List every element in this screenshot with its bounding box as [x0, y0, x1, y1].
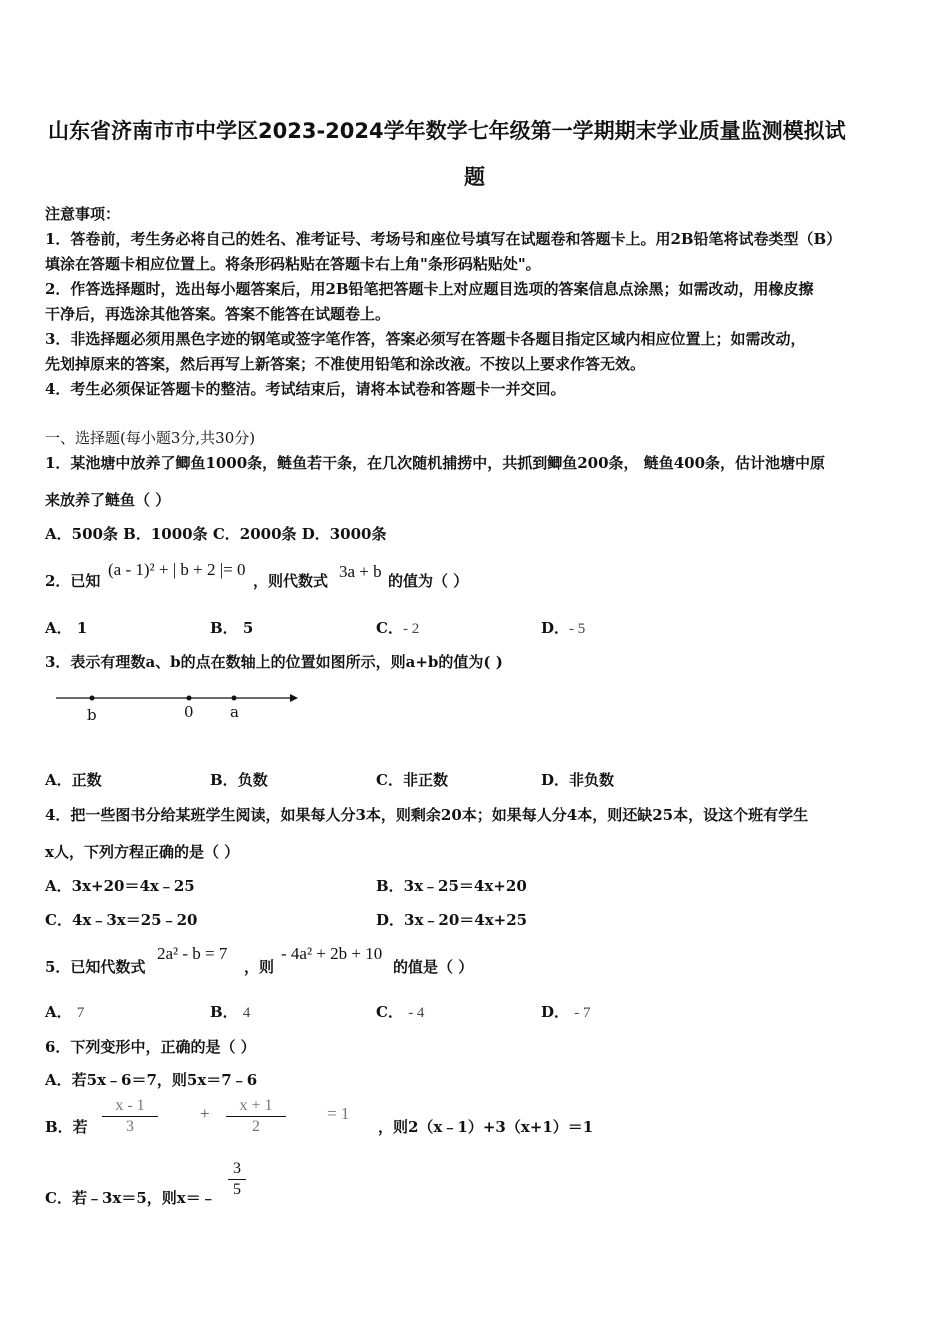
- notice-line: 4．考生必须保证答题卡的整洁。考试结束后，请将本试卷和答题卡一并交回。: [45, 380, 566, 398]
- option-a: A．3x+20＝4x﹣25: [45, 877, 195, 895]
- question-4-text-continued: x人，下列方程正确的是（ ）: [45, 843, 240, 861]
- fraction-answer-denominator: 5: [233, 1181, 241, 1198]
- question-1-text-continued: 来放养了鲢鱼（ ）: [45, 491, 171, 509]
- notice-heading: 注意事项：: [45, 205, 121, 223]
- option-c-prefix: C．若﹣3x＝5，则x＝﹣: [45, 1189, 216, 1207]
- question-2-prefix: 2．已知: [45, 572, 101, 590]
- number-line-arrow: [290, 694, 298, 702]
- question-2-formula: (a - 1)² + | b + 2 |= 0: [108, 560, 246, 579]
- option-label: C．: [376, 619, 403, 637]
- fraction-2-numerator: x + 1: [239, 1097, 273, 1114]
- fraction-answer: [228, 1160, 246, 1199]
- option-b-suffix: ，则2（x﹣1）+3（x+1）＝1: [378, 1118, 594, 1136]
- option-label: C．: [376, 771, 403, 789]
- option-c: [376, 617, 419, 638]
- option-value: 7: [76, 1005, 85, 1021]
- question-2-suffix: 的值为（ ）: [388, 572, 469, 590]
- question-5-expression: - 4a² + 2b + 10: [281, 944, 383, 963]
- fraction-bar: [102, 1116, 158, 1117]
- plus-sign: +: [200, 1104, 210, 1123]
- option-value: 非负数: [569, 771, 615, 789]
- axis-label-a: a: [230, 703, 239, 721]
- fraction-1-denominator: 3: [126, 1118, 134, 1135]
- page-title: 山东省济南市市中学区2023-2024学年数学七年级第一学期期末学业质量监测模拟试: [48, 119, 846, 143]
- fraction-2: [226, 1097, 286, 1136]
- option-label: B．: [210, 619, 238, 637]
- option-b: [210, 769, 268, 790]
- option-label: A．: [45, 619, 72, 637]
- axis-label-zero: 0: [184, 703, 194, 721]
- option-d: [541, 617, 585, 638]
- notice-line: 1．答卷前，考生务必将自己的姓名、准考证号、考场号和座位号填写在试题卷和答题卡上。用2B铅笔将试卷类型（B）: [45, 230, 842, 248]
- equals-one: = 1: [327, 1104, 350, 1123]
- option-a: A．若5x﹣6＝7，则5x＝7﹣6: [45, 1071, 258, 1089]
- option-value: 负数: [237, 771, 268, 789]
- question-4-text: 4．把一些图书分给某班学生阅读，如果每人分3本，则剩余20本；如果每人分4本，则还缺25本，设这个班有学生: [45, 806, 809, 824]
- question-6-text: 6．下列变形中，正确的是（ ）: [45, 1038, 256, 1056]
- option-value: - 5: [569, 621, 586, 637]
- option-label: D．: [541, 771, 570, 789]
- option-d: [541, 1001, 591, 1022]
- option-d: D．3x﹣20＝4x+25: [376, 911, 528, 929]
- page-title-continued: 题: [464, 165, 485, 189]
- notice-line: 干净后，再选涂其他答案。答案不能答在试题卷上。: [45, 305, 391, 323]
- option-c: [376, 769, 448, 790]
- option-value: - 2: [402, 621, 420, 637]
- option-label: D．: [541, 619, 570, 637]
- option-a: [45, 769, 102, 790]
- point-zero: [187, 696, 192, 701]
- option-value: 非正数: [402, 771, 448, 789]
- option-b: [210, 1001, 250, 1022]
- option-b: [210, 617, 253, 638]
- notice-line: 2．作答选择题时，选出每小题答案后，用2B铅笔把答题卡上对应题目选项的答案信息点涂黑；如需改动，用橡皮擦: [45, 280, 814, 298]
- axis-label-b: b: [87, 706, 97, 724]
- notice-line: 先划掉原来的答案，然后再写上新答案；不准使用铅笔和涂改液。不按以上要求作答无效。: [45, 355, 646, 373]
- option-value: 5: [242, 619, 254, 637]
- option-b: B．3x﹣25＝4x+20: [376, 877, 527, 895]
- question-2-middle: ，则代数式: [253, 572, 329, 590]
- fraction-2-denominator: 2: [252, 1118, 260, 1135]
- question-5-middle: ，则: [244, 958, 275, 976]
- notice-line: 3．非选择题必须用黑色字迹的钢笔或签字笔作答，答案必须写在答题卡各题目指定区域内相应位置上；如需改动，: [45, 330, 806, 348]
- point-a: [232, 696, 237, 701]
- option-c: C．4x﹣3x＝25﹣20: [45, 911, 198, 929]
- fraction-1-numerator: x - 1: [115, 1097, 145, 1114]
- question-1-options: A．500条 B．1000条 C．2000条 D．3000条: [45, 525, 387, 543]
- section-heading: 一、选择题(每小题3分,共30分): [45, 429, 256, 447]
- option-d: [541, 769, 614, 790]
- question-3-text: 3．表示有理数a、b的点在数轴上的位置如图所示，则a+b的值为( ): [45, 653, 503, 671]
- option-label: B．: [210, 1003, 238, 1021]
- option-c: [376, 1001, 424, 1022]
- option-label: D．: [541, 1003, 570, 1021]
- option-a: [45, 617, 87, 638]
- option-a: [45, 1001, 84, 1022]
- notice-line: 填涂在答题卡相应位置上。将条形码粘贴在答题卡右上角"条形码粘贴处"。: [45, 255, 541, 273]
- option-value: 4: [242, 1005, 251, 1021]
- point-b: [90, 696, 95, 701]
- option-label: A．: [45, 771, 72, 789]
- option-value: 正数: [71, 771, 102, 789]
- fraction-bar: [226, 1116, 286, 1117]
- option-value: 1: [76, 619, 88, 637]
- option-label: A．: [45, 1003, 72, 1021]
- option-label: B．: [210, 771, 238, 789]
- question-5-suffix: 的值是（ ）: [393, 958, 474, 976]
- question-5-prefix: 5．已知代数式: [45, 958, 146, 976]
- fraction-answer-numerator: 3: [233, 1160, 241, 1177]
- fraction-bar: [228, 1179, 246, 1180]
- fraction-1: [102, 1097, 158, 1136]
- option-value: - 4: [408, 1005, 425, 1021]
- question-5-formula: 2a² - b = 7: [157, 944, 228, 963]
- option-label: C．: [376, 1003, 403, 1021]
- question-1-text: 1．某池塘中放养了鲫鱼1000条，鲢鱼若干条，在几次随机捕捞中，共抓到鲫鱼200条， 鲢鱼400条，估计池塘中原: [45, 454, 826, 472]
- option-value: - 7: [574, 1005, 591, 1021]
- option-b-prefix: B．若: [45, 1118, 88, 1136]
- question-2-expression: 3a + b: [339, 562, 382, 581]
